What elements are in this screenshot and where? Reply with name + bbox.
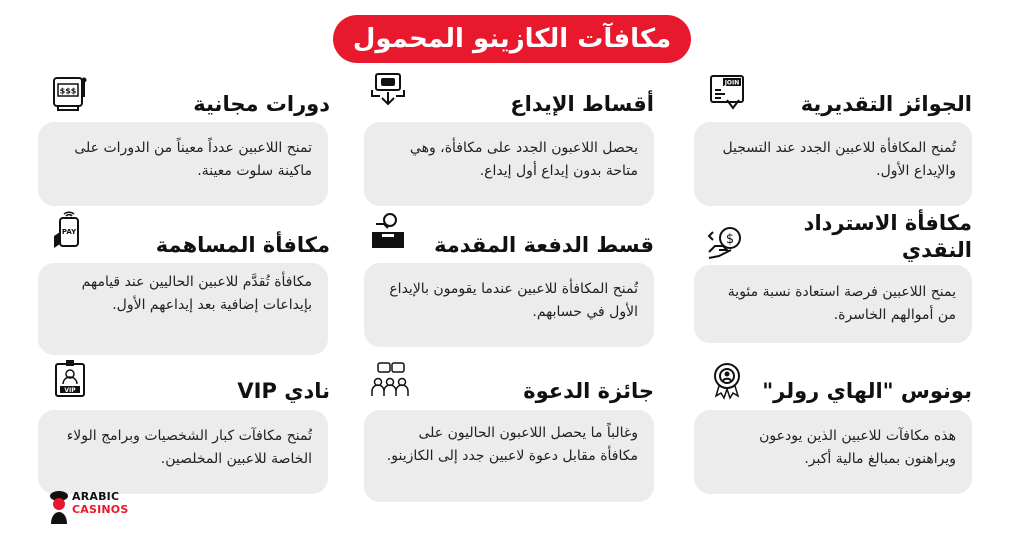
slot-machine-icon — [50, 72, 90, 112]
join-card-icon — [707, 72, 747, 112]
card-text-free-spins: تمنح اللاعبين عدداً معيناً من الدورات على ماكينة سلوت معينة. — [38, 122, 328, 206]
card-text-referral: وغالباً ما يحصل اللاعبون الحاليون على مكافأة مقابل دعوة لاعبين جدد إلى الكازينو. — [364, 410, 654, 502]
card-title-jackpot: الجوائز التقديرية — [800, 92, 972, 116]
cashback-hand-icon — [705, 222, 745, 262]
card-text-contribution: مكافأة تُقدَّم للاعبين الحاليين عند قيامهم بإيداعات إضافية بعد إيداعهم الأول. — [38, 263, 328, 355]
page-title: مكافآت الكازينو المحمول — [333, 15, 691, 63]
card-text-jackpot: تُمنح المكافأة للاعبين الجدد عند التسجيل والإيداع الأول. — [694, 122, 972, 206]
card-title-cashback: مكافأة الاسترداد النقدي — [803, 211, 972, 262]
card-text-cashback: يمنح اللاعبين فرصة استعادة نسبة مئوية من أموالهم الخاسرة. — [694, 265, 972, 343]
svg-text:VIP: VIP — [64, 387, 76, 394]
card-text-vip: تُمنح مكافآت كبار الشخصيات وبرامج الولاء الخاصة للاعبين المخلصين. — [38, 410, 328, 494]
card-title-contribution: مكافأة المساهمة — [155, 233, 330, 257]
logo-line2: CASINOS — [72, 503, 129, 516]
svg-text:JOIN: JOIN — [724, 79, 740, 87]
logo-line1: ARABIC — [72, 490, 120, 503]
high-roller-badge-icon — [707, 360, 747, 400]
card-title-vip: نادي VIP — [237, 379, 330, 403]
card-title-deposit-installments: أقساط الإيداع — [510, 92, 654, 116]
referral-group-icon — [370, 360, 410, 400]
svg-text:PAY: PAY — [61, 228, 77, 236]
card-title-upfront: قسط الدفعة المقدمة — [434, 233, 654, 257]
card-text-deposit-installments: يحصل اللاعبون الجدد على مكافأة، وهي متاحة بدون إيداع أول إيداع. — [364, 122, 654, 206]
card-title-high-roller: بونوس "الهاي رولر" — [762, 379, 972, 403]
phone-pay-icon — [48, 210, 88, 250]
card-title-referral: جائزة الدعوة — [523, 379, 654, 403]
card-text-upfront: تُمنح المكافأة للاعبين عندما يقومون بالإيداع الأول في حسابهم. — [364, 263, 654, 347]
deposit-bill-icon — [368, 70, 408, 110]
card-title-free-spins: دورات مجانية — [193, 92, 330, 116]
svg-text:$: $ — [725, 232, 735, 247]
vip-badge-icon — [50, 358, 90, 398]
arabic-casinos-logo — [48, 488, 138, 528]
svg-text:$$$: $$$ — [59, 86, 77, 96]
card-text-high-roller: هذه مكافآت للاعبين الذين يودعون ويراهنون بمبالغ مالية أكبر. — [694, 410, 972, 494]
upfront-coin-box-icon — [368, 210, 408, 250]
